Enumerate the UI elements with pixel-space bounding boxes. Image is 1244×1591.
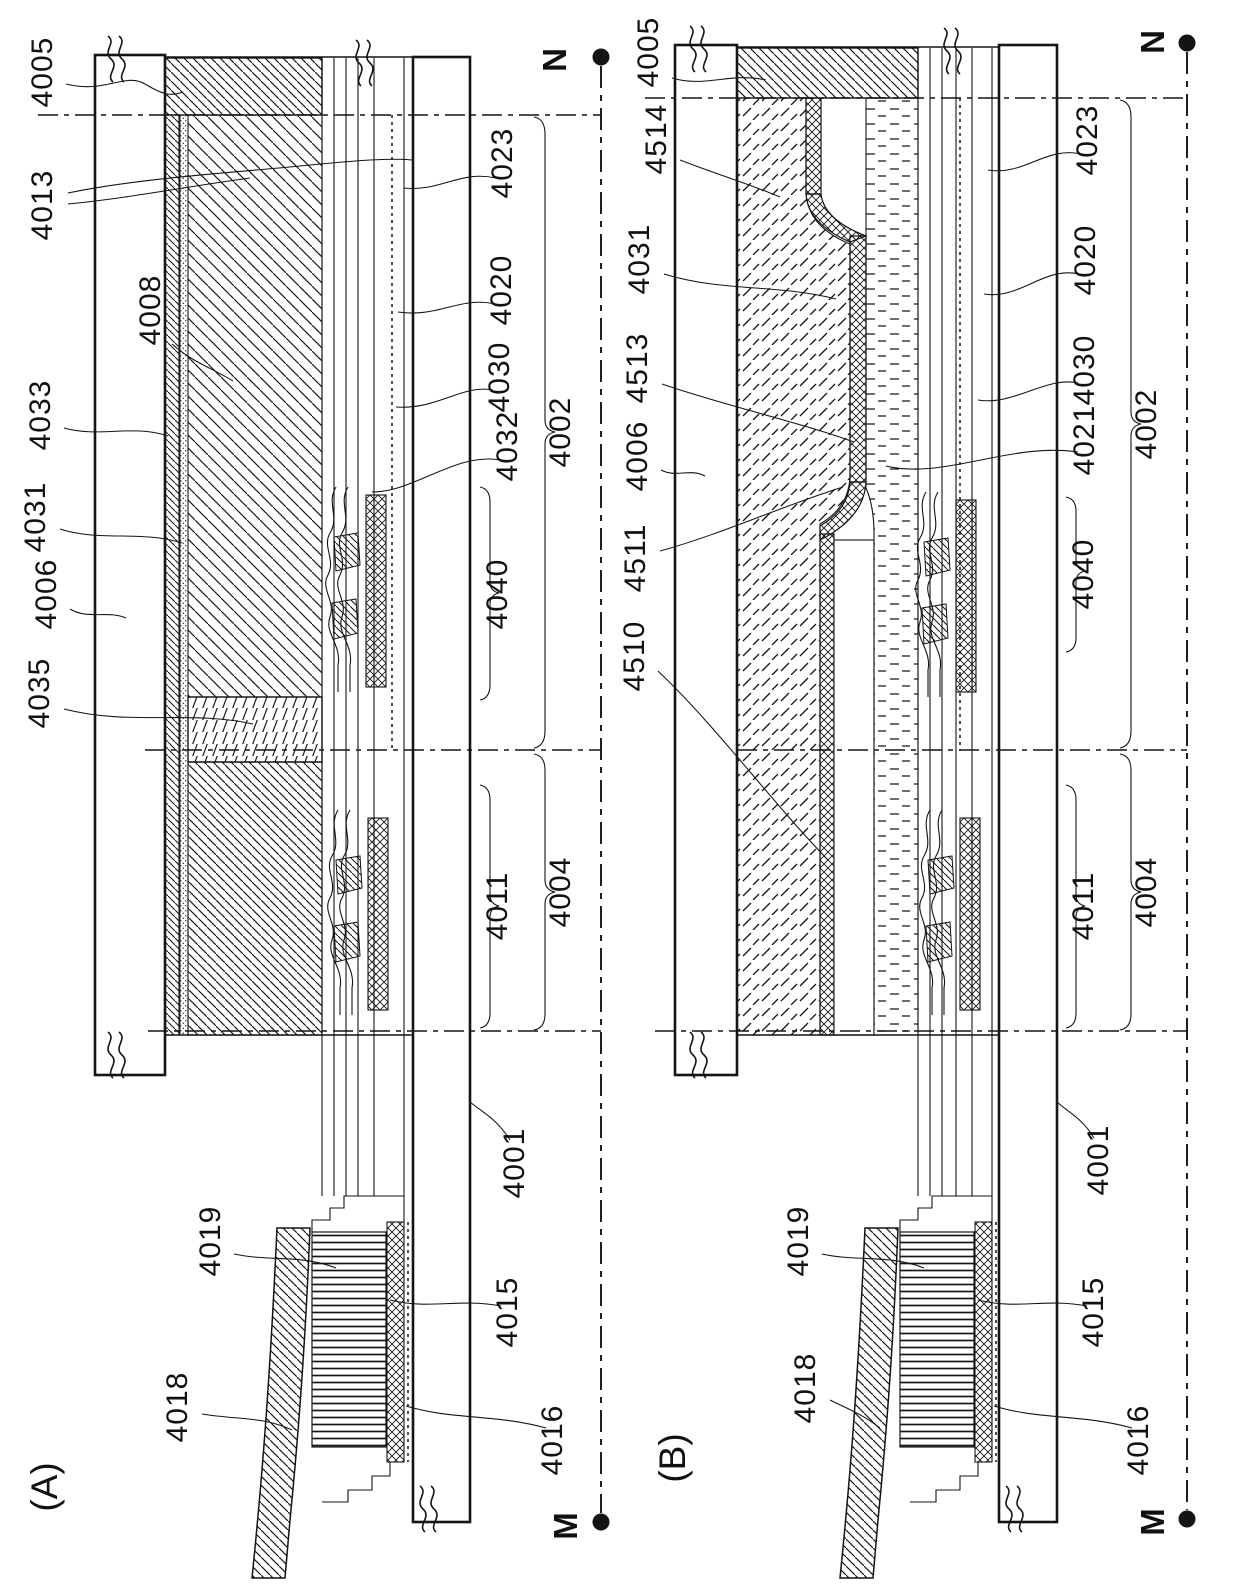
ref-label-4018: 4018 xyxy=(161,1371,194,1443)
counter-insulating-strip xyxy=(165,115,179,1035)
ref-label-4511: 4511 xyxy=(619,523,652,593)
ref-label-4016: 4016 xyxy=(1122,1404,1155,1476)
ref-label-4020: 4020 xyxy=(485,254,518,326)
ref-label-4040: 4040 xyxy=(481,558,514,630)
ref-label-4513: 4513 xyxy=(621,332,654,404)
ref-label-4035: 4035 xyxy=(23,657,56,729)
panel-label-a: (A) xyxy=(24,1462,65,1512)
ref-label-4006: 4006 xyxy=(621,420,654,492)
section-dot-n xyxy=(1179,35,1196,52)
ref-label-4019: 4019 xyxy=(194,1205,227,1277)
thin-film-stack xyxy=(322,58,404,1222)
section-marker-m: M xyxy=(547,1512,584,1540)
ref-label-4008: 4008 xyxy=(134,274,167,346)
ref-label-4011: 4011 xyxy=(1067,871,1100,941)
ref-label-4021: 4021 xyxy=(1068,404,1101,476)
pixel-tft-stack xyxy=(916,492,976,697)
ref-label-4040: 4040 xyxy=(1067,538,1100,610)
ref-label-4005: 4005 xyxy=(26,36,59,108)
section-marker-n: N xyxy=(1134,30,1171,54)
ref-label-4514: 4514 xyxy=(640,103,673,175)
filler-region-inner xyxy=(866,98,918,1035)
terminal-electrode-strip xyxy=(387,1222,404,1462)
sealant-region-bottom xyxy=(188,762,322,1035)
fpc-band xyxy=(252,1228,310,1578)
counter-electrode-strip xyxy=(180,115,188,1035)
terminal-electrode-strip xyxy=(975,1222,992,1462)
ref-label-4004: 4004 xyxy=(1130,856,1163,928)
ref-label-4016: 4016 xyxy=(536,1404,569,1476)
section-dot-m xyxy=(1179,1511,1196,1528)
second-substrate xyxy=(675,45,737,1075)
ref-label-4023: 4023 xyxy=(486,127,519,199)
pixel-tft-stack xyxy=(326,487,386,692)
ref-label-4033: 4033 xyxy=(24,379,57,451)
sealant-region-top xyxy=(737,48,918,98)
ref-label-4031: 4031 xyxy=(623,223,656,295)
ref-label-4002: 4002 xyxy=(544,396,577,468)
ref-label-4001: 4001 xyxy=(498,1127,531,1199)
section-dot-m xyxy=(593,1514,610,1531)
ref-label-4013: 4013 xyxy=(26,169,59,241)
ref-label-4015: 4015 xyxy=(1077,1276,1110,1348)
partition-region xyxy=(834,540,874,1035)
panel-label-b: (B) xyxy=(652,1433,693,1483)
ref-label-4030: 4030 xyxy=(1068,334,1101,406)
section-dot-n xyxy=(593,49,610,66)
ref-label-4001: 4001 xyxy=(1082,1124,1115,1196)
break-mark xyxy=(944,28,961,74)
second-substrate xyxy=(95,55,165,1075)
break-mark xyxy=(356,40,373,86)
section-marker-m: M xyxy=(1134,1508,1171,1536)
ref-label-4002: 4002 xyxy=(1130,388,1163,460)
ref-label-4019: 4019 xyxy=(782,1205,815,1277)
first-substrate xyxy=(999,45,1057,1522)
ref-label-4018: 4018 xyxy=(789,1352,822,1424)
ref-label-4510: 4510 xyxy=(618,620,651,692)
ref-label-4006: 4006 xyxy=(30,558,63,630)
ref-label-4032: 4032 xyxy=(491,410,524,482)
ref-label-4015: 4015 xyxy=(491,1276,524,1348)
ref-label-4005: 4005 xyxy=(632,16,665,88)
panel-b xyxy=(618,17,1196,1578)
driver-tft-stack xyxy=(920,810,980,1015)
ref-label-4011: 4011 xyxy=(481,871,514,941)
ref-label-4023: 4023 xyxy=(1071,104,1104,176)
liquid-crystal-region xyxy=(188,115,322,697)
terminal-step-bottom xyxy=(910,1462,992,1502)
ref-label-4031: 4031 xyxy=(19,481,52,553)
panel-a xyxy=(19,36,610,1578)
terminal-step-bottom xyxy=(322,1462,404,1502)
ref-label-4004: 4004 xyxy=(544,856,577,928)
sealant-region-top xyxy=(165,58,322,115)
section-marker-n: N xyxy=(536,48,573,72)
fpc-band xyxy=(840,1228,898,1578)
spacer-region xyxy=(188,697,322,762)
first-substrate xyxy=(413,57,470,1522)
ref-label-4030: 4030 xyxy=(483,341,516,413)
ref-label-4020: 4020 xyxy=(1069,224,1102,296)
